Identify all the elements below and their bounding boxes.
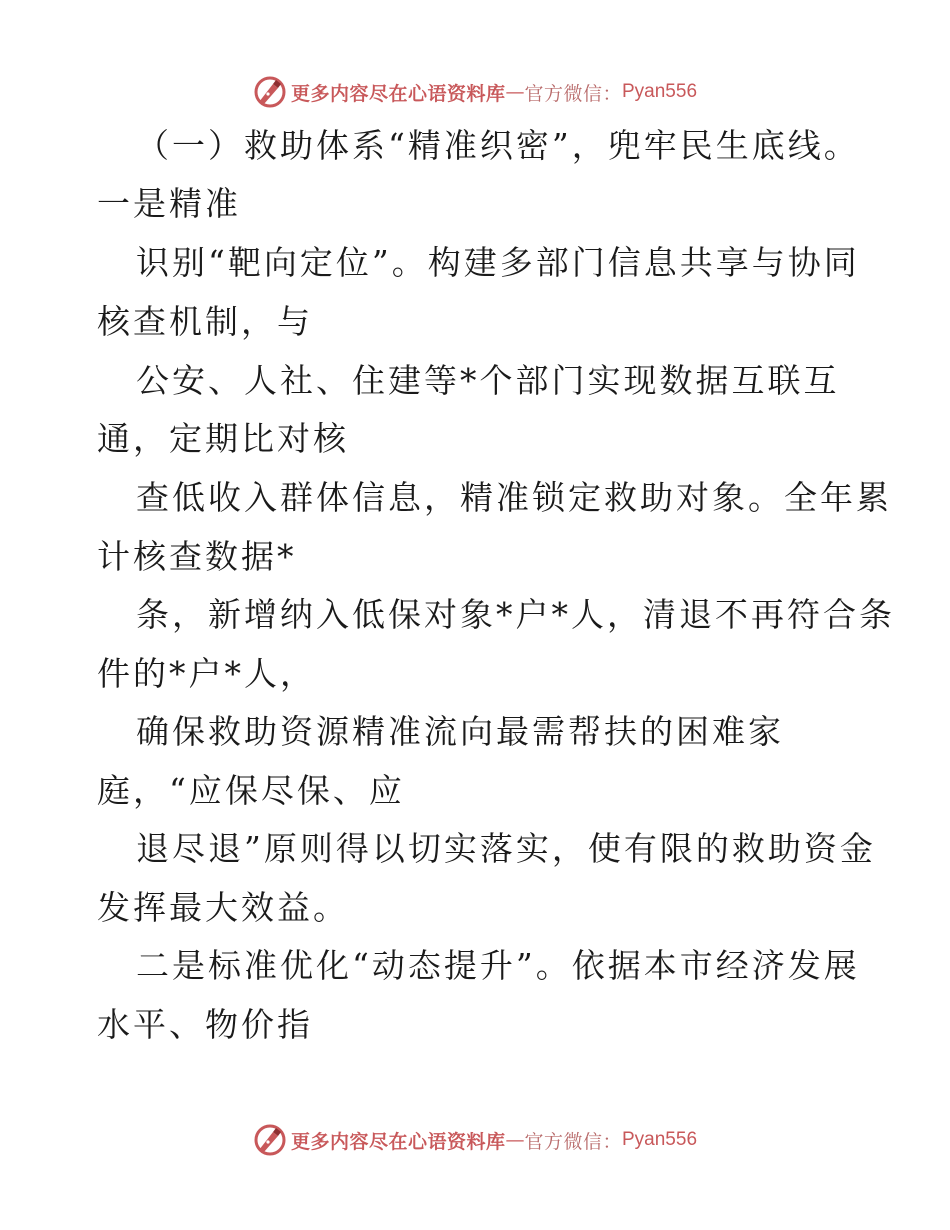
- banner-account-id: Pyan556: [622, 1129, 698, 1150]
- banner-wechat-label: 官方微信：: [524, 82, 622, 105]
- banner-separator: —: [505, 81, 525, 103]
- footer-banner: [0, 1120, 950, 1160]
- body-line: 条，新增纳入低保对象*户*人，清退不再符合条: [136, 595, 895, 634]
- body-line: （一）救助体系“精准织密”，兜牢民生底线。: [136, 126, 860, 165]
- banner-brand-text: 更多内容尽在心语资料库: [290, 82, 506, 105]
- header-banner: [0, 72, 950, 112]
- banner-separator: —: [505, 1129, 525, 1151]
- banner-brand-text: 更多内容尽在心语资料库: [290, 1130, 506, 1153]
- body-line: 计核查数据*: [97, 537, 297, 576]
- pen-circle-logo-icon: [253, 1123, 287, 1157]
- body-line: 庭，“应保尽保、应: [97, 771, 405, 810]
- body-line: 通，定期比对核: [97, 419, 349, 458]
- body-line: 发挥最大效益。: [97, 888, 349, 927]
- body-line: 查低收入群体信息，精准锁定救助对象。全年累: [136, 478, 892, 517]
- body-line: 水平、物价指: [97, 1005, 313, 1044]
- body-line: 确保救助资源精准流向最需帮扶的困难家: [136, 712, 784, 751]
- body-line: 退尽退”原则得以切实落实，使有限的救助资金: [136, 829, 876, 868]
- body-line: 识别“靶向定位”。构建多部门信息共享与协同: [136, 243, 860, 282]
- body-line: 一是精准: [97, 184, 241, 223]
- body-line: 二是标准优化“动态提升”。依据本市经济发展: [136, 946, 860, 985]
- banner-account-id: Pyan556: [622, 81, 698, 102]
- pen-circle-logo-icon: [253, 75, 287, 109]
- body-line: 公安、人社、住建等*个部门实现数据互联互: [136, 361, 840, 400]
- banner-wechat-label: 官方微信：: [524, 1130, 622, 1153]
- body-line: 核查机制，与: [97, 302, 313, 341]
- body-line: 件的*户*人，: [97, 654, 316, 693]
